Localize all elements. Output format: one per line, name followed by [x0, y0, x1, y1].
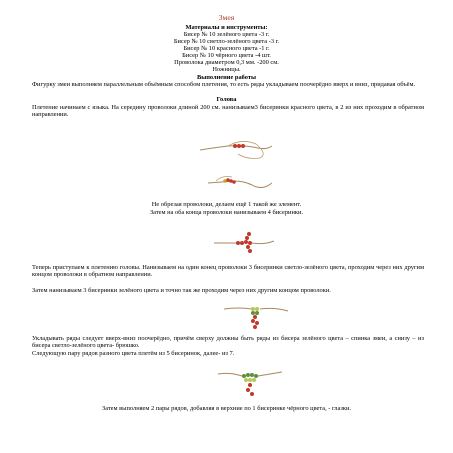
material-item-3: Бисер № 10 красного цвета -1 г. — [183, 45, 270, 52]
intro-paragraph: Фигурку змеи выполняем параллельным объёмным способом плетения, то есть ряды укладываем поочерёдно вверх и вниз, придавая объём. — [32, 81, 416, 88]
paragraph-5: Укладывать ряды следует вверх-вниз поочерёдно, причём сверху должны быть ряды из бисера зелёного цвета – спинка змеи, а снизу – из бисера светло-зелёного цвета- брюшко. — [32, 335, 424, 350]
photo-red-branch — [212, 221, 278, 261]
paragraph-3: Теперь приступаем к плетению головы. Нанизываем на один конец проволоки 3 бисеринки светло-зелёного цвета, проходим через них другим концом проволоки в обратном направлении. — [32, 264, 424, 279]
material-item-2: Бисер № 10 светло-зелёного цвета -3 г. — [173, 38, 280, 45]
paragraph-4: Затем нанизываем 3 бисеринки зелёного цвета и точно так же проходим через них другим концом проволоки. — [32, 287, 331, 294]
work-heading: Выполнение работы — [196, 74, 257, 81]
paragraph-2b: Затем на оба конца проволоки нанизываем 4 бисеринки. — [149, 209, 304, 216]
photo-two-elements — [204, 165, 276, 199]
material-item-6: Ножницы. — [212, 66, 241, 73]
paragraph-7: Затем выполняем 2 пары рядов, добавляя в верхние по 1 бисеринке чёрного цвета, - глазки. — [102, 405, 351, 412]
materials-heading: Материалы и инструменты: — [185, 24, 268, 31]
paragraph-6: Следующую пару рядов разного цвета плетём из 5 бисеринок, далее- из 7. — [32, 350, 235, 357]
material-item-4: Бисер № 10 чёрного цвета -4 шт. — [182, 52, 271, 59]
paragraph-1: Плетение начинаем с языка. На середину проволоки длиной 200 см. нанизываем3 бисеринки красного цвета, в 2 из них проходим в обратном направлении. — [32, 104, 424, 119]
photo-head-start — [222, 299, 292, 333]
photo-head-rows — [216, 362, 286, 402]
paragraph-2a: Не обрезая проволоки, делаем ещё 1 такой же элемент. — [151, 201, 302, 208]
material-item-5: Проволока диаметром 0,3 мм. -200 см. — [174, 59, 279, 66]
head-heading: Голова — [216, 96, 237, 103]
material-item-1: Бисер № 10 зелёного цвета -3 г. — [183, 31, 270, 38]
photo-tongue-beads — [198, 124, 276, 164]
doc-title: Змея — [218, 13, 235, 22]
